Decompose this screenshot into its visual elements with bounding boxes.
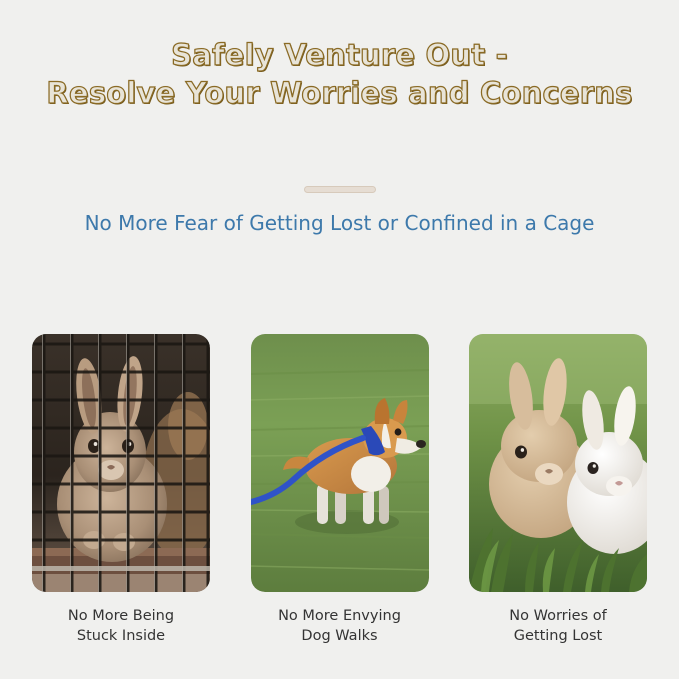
two-rabbits-in-grass-photo xyxy=(469,334,647,592)
list-item xyxy=(251,334,429,646)
list-item xyxy=(469,334,647,646)
list-item xyxy=(32,334,210,646)
decorative-divider xyxy=(304,186,376,193)
card-caption xyxy=(68,606,174,646)
caption-line-2: Dog Walks xyxy=(301,628,378,644)
caption-line-2: Stuck Inside xyxy=(76,628,166,644)
caption-line-2: Getting Lost xyxy=(513,628,603,644)
caption-line-1: No More Envying xyxy=(278,608,401,624)
headline-line-1: Safely Venture Out - xyxy=(171,38,508,72)
card-caption xyxy=(509,606,606,646)
dog-on-leash-photo xyxy=(251,334,429,592)
caption-line-1: No Worries of xyxy=(509,608,607,624)
card-caption xyxy=(278,606,401,646)
headline-line-2: Resolve Your Worries and Concerns xyxy=(46,76,633,110)
caption-line-1: No More Being xyxy=(67,608,175,624)
subtitle: No More Fear of Getting Lost or Confined in a Cage xyxy=(84,211,595,235)
page-title xyxy=(0,36,679,112)
rabbit-in-cage-photo xyxy=(32,334,210,592)
feature-card-list xyxy=(0,334,679,646)
